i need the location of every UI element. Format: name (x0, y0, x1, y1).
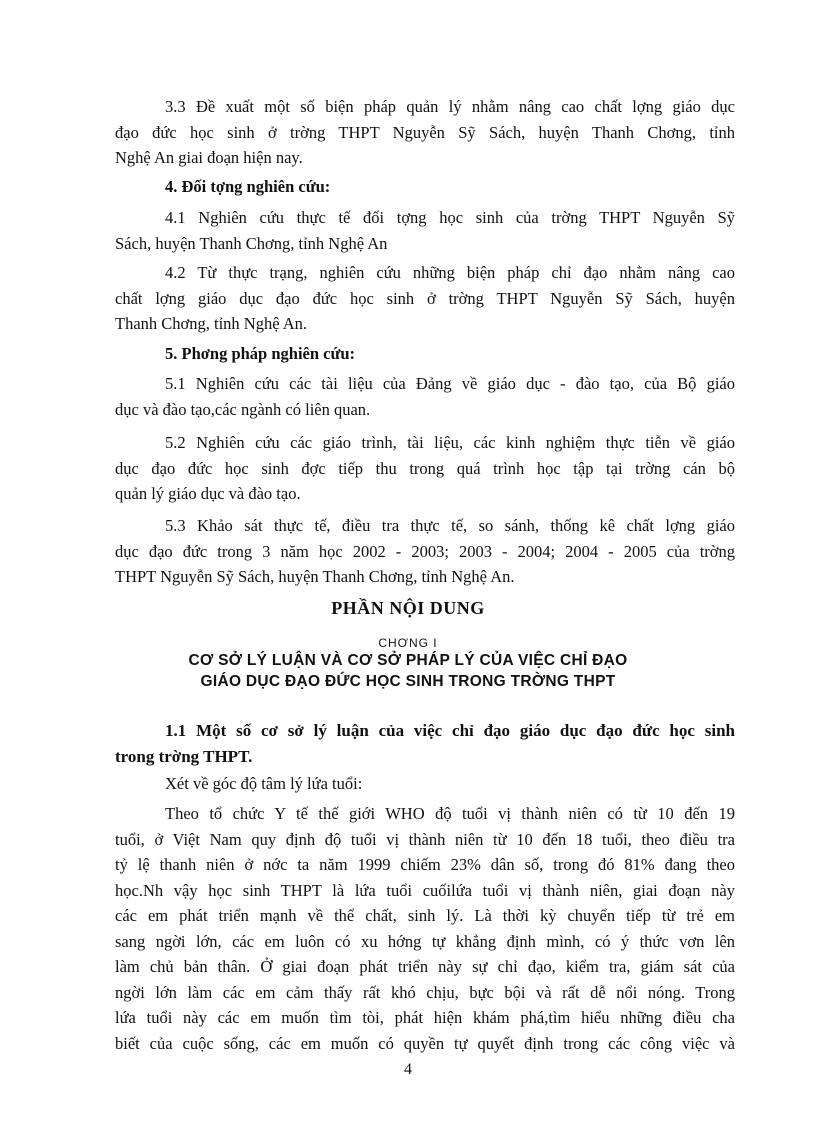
section-1-1-body (115, 801, 735, 1056)
part-title: PHẦN NỘI DUNG (331, 598, 485, 618)
chapter-title-line-1: CƠ SỞ LÝ LUẬN VÀ CƠ SỞ PHÁP LÝ CỦA VIỆC CHỈ ĐẠO (188, 652, 628, 669)
text-line: các em phát triển mạnh về thể chất, sinh lý. Là thời kỳ chuyển tiếp từ trẻ em (115, 906, 735, 925)
text-line: quản lý giáo dục và đào tạo. (115, 484, 301, 503)
text-line: 4.1 Nghiên cứu thực tế đối tợng học sinh của trờng THPT Nguyễn Sỹ (165, 208, 735, 227)
heading-text: trong trờng THPT. (115, 746, 253, 766)
chapter-label: CHƠNG I (378, 636, 438, 650)
heading-text: 5. Phơng pháp nghiên cứu: (165, 344, 356, 363)
text-line: 5.2 Nghiên cứu các giáo trình, tài liệu, các kinh nghiệm thực tiễn về giáo (165, 433, 735, 452)
section-1-1-intro (115, 771, 735, 797)
paragraph-4-1 (115, 205, 735, 256)
text-line: sang ngời lớn, các em luôn có xu hớng tự khẳng định mình, có ý thức vơn lên (115, 931, 735, 951)
text-line: làm chủ bản thân. Ở giai đoạn phát triển này sự chỉ đạo, kiểm tra, giám sát của (115, 957, 735, 976)
text-line: 5.3 Khảo sát thực tế, điều tra thực tế, so sánh, thống kê chất lợng giáo (165, 516, 735, 535)
paragraph-3-3 (115, 94, 735, 171)
text-line: 4.2 Từ thực trạng, nghiên cứu những biện pháp chỉ đạo nhằm nâng cao (165, 263, 735, 282)
text-line: Thanh Chơng, tỉnh Nghệ An. (115, 314, 308, 333)
text-line: Theo tổ chức Y tế thế giới WHO độ tuổi vị thành niên có từ 10 đến 19 (165, 804, 735, 823)
section-5-heading (115, 341, 735, 367)
paragraph-5-1 (115, 371, 735, 422)
text-line: tỷ lệ thanh niên ở nớc ta năm 1999 chiếm 23% dân số, trong đó 81% đang theo (115, 855, 735, 874)
text-line: học.Nh vậy học sinh THPT là lứa tuổi cuốilứa tuổi vị thành niên, giai đoạn này (115, 880, 735, 900)
text-line: 3.3 Đề xuất một số biện pháp quản lý nhằm nâng cao chất lợng giáo dục (165, 97, 735, 116)
text-line: dục đạo đức trong 3 năm học 2002 - 2003; 2003 - 2004; 2004 - 2005 của trờng (115, 541, 735, 561)
heading-text: 4. Đối tợng nghiên cứu: (165, 177, 331, 196)
heading-text: 1.1 Một số cơ sở lý luận của việc chỉ đạo giáo dục đạo đức học sinh (165, 721, 735, 740)
text-line: ngời lớn làm các em cảm thấy rất khó chịu, bực bội và rất dễ nổi nóng. Trong (115, 982, 735, 1002)
text-line: chất lợng giáo dục đạo đức học sinh ở trờng THPT Nguyễn Sỹ Sách, huyện (115, 288, 735, 308)
text-line: THPT Nguyễn Sỹ Sách, huyện Thanh Chơng, tỉnh Nghệ An. (115, 567, 515, 586)
text-line: tuổi, ở Việt Nam quy định độ tuổi vị thành niên từ 10 đến 18 tuổi, theo điều tra (115, 829, 735, 849)
page-number: 4 (404, 1061, 412, 1078)
text-line: Sách, huyện Thanh Chơng, tỉnh Nghệ An (115, 233, 388, 253)
text-line: dục và đào tạo,các ngành có liên quan. (115, 399, 371, 419)
section-4-heading (115, 174, 735, 200)
text-line: lứa tuổi này các em muốn tìm tòi, phát hiện khám phá,tìm hiểu những điều cha (115, 1008, 735, 1027)
text-line: 5.1 Nghiên cứu các tài liệu của Đảng về giáo dục - đào tạo, của Bộ giáo (165, 374, 735, 393)
paragraph-5-2 (115, 430, 735, 507)
section-1-1-heading (115, 718, 735, 769)
text-line: Nghệ An giai đoạn hiện nay. (115, 148, 303, 167)
chapter-title-line-2: GIÁO DỤC ĐẠO ĐỨC HỌC SINH TRONG TRỜNG THPT (200, 673, 616, 690)
paragraph-4-2 (115, 260, 735, 337)
text-line: Xét về góc độ tâm lý lứa tuổi: (165, 774, 363, 793)
text-line: dục đạo đức học sinh đợc tiếp thu trong quá trình học tập tại trờng cán bộ (115, 458, 735, 478)
text-line: biết của cuộc sống, các em muốn có quyền tự quyết định trong các công việc và (115, 1033, 735, 1053)
text-line: đạo đức học sinh ở trờng THPT Nguyễn Sỹ Sách, huyện Thanh Chơng, tỉnh (115, 122, 735, 142)
paragraph-5-3 (115, 513, 735, 590)
